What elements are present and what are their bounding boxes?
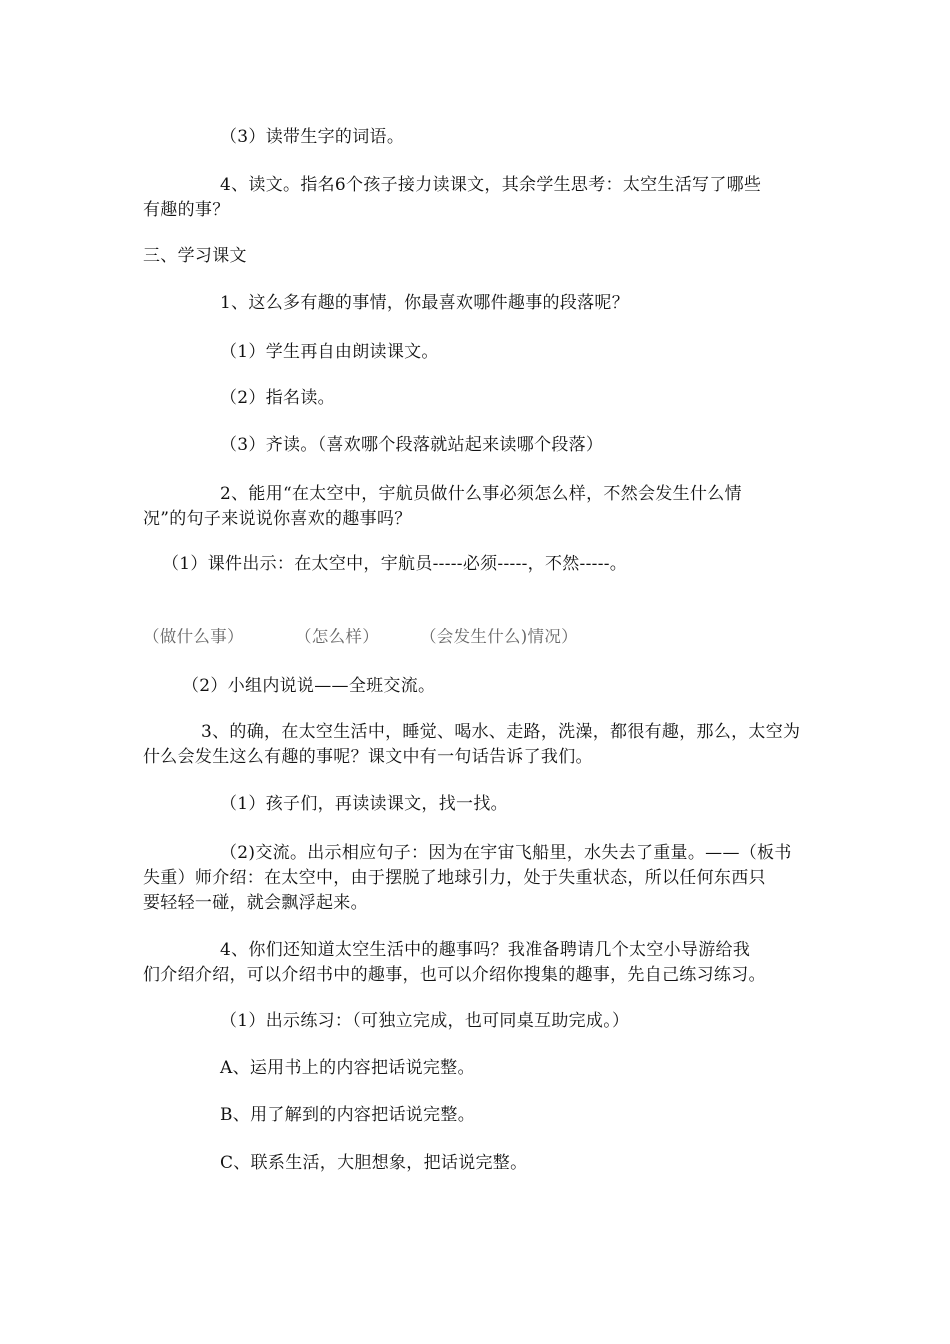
text-line: 失重）师介绍：在太空中，由于摆脱了地球引力，处于失重状态，所以任何东西只 [143, 868, 766, 888]
text-line: A、运用书上的内容把话说完整。 [220, 1058, 475, 1078]
hint-label: （怎么样） [295, 627, 379, 646]
text-line: （3）读带生字的词语。 [220, 127, 405, 147]
text-line: （1）学生再自由朗读课文。 [220, 342, 439, 362]
text-line: （2）小组内说说——全班交流。 [182, 676, 436, 696]
text-line: 况”的句子来说说你喜欢的趣事吗？ [143, 509, 412, 529]
text-line: 有趣的事？ [143, 200, 230, 220]
text-line: （2)交流。出示相应句子：因为在宇宙飞船里，水失去了重量。——（板书 [220, 843, 792, 863]
text-line: （1）出示练习：（可独立完成，也可同桌互助完成。） [220, 1011, 630, 1031]
hint-label: （做什么事） [143, 627, 244, 646]
text-line: B、用了解到的内容把话说完整。 [220, 1105, 475, 1125]
text-line: 3、的确，在太空生活中，睡觉、喝水、走路，洗澡，都很有趣，那么，太空为 [201, 722, 801, 742]
text-line: 要轻轻一碰，就会飘浮起来。 [143, 893, 368, 913]
text-line: 4、你们还知道太空生活中的趣事吗？我准备聘请几个太空小导游给我 [220, 940, 751, 960]
text-line: 1、这么多有趣的事情，你最喜欢哪件趣事的段落呢？ [220, 293, 630, 313]
text-line: 4、读文。指名6个孩子接力读课文，其余学生思考：太空生活写了哪些 [220, 175, 762, 195]
hint-label: （会发生什么)情况） [420, 627, 578, 646]
section-heading: 三、学习课文 [143, 246, 247, 266]
text-line: 们介绍介绍，可以介绍书中的趣事，也可以介绍你搜集的趣事，先自己练习练习。 [143, 965, 766, 985]
text-line: 什么会发生这么有趣的事呢？课文中有一句话告诉了我们。 [143, 747, 593, 767]
text-line: 2、能用“在太空中，宇航员做什么事必须怎么样，不然会发生什么情 [220, 484, 742, 504]
text-line: （1）孩子们，再读读课文，找一找。 [220, 794, 508, 814]
text-line: C、联系生活，大胆想象，把话说完整。 [220, 1153, 528, 1173]
text-line: （1）课件出示：在太空中，宇航员-----必须-----，不然-----。 [162, 554, 628, 574]
text-line: （2）指名读。 [220, 388, 335, 408]
text-line: （3）齐读。（喜欢哪个段落就站起来读哪个段落） [220, 435, 604, 455]
